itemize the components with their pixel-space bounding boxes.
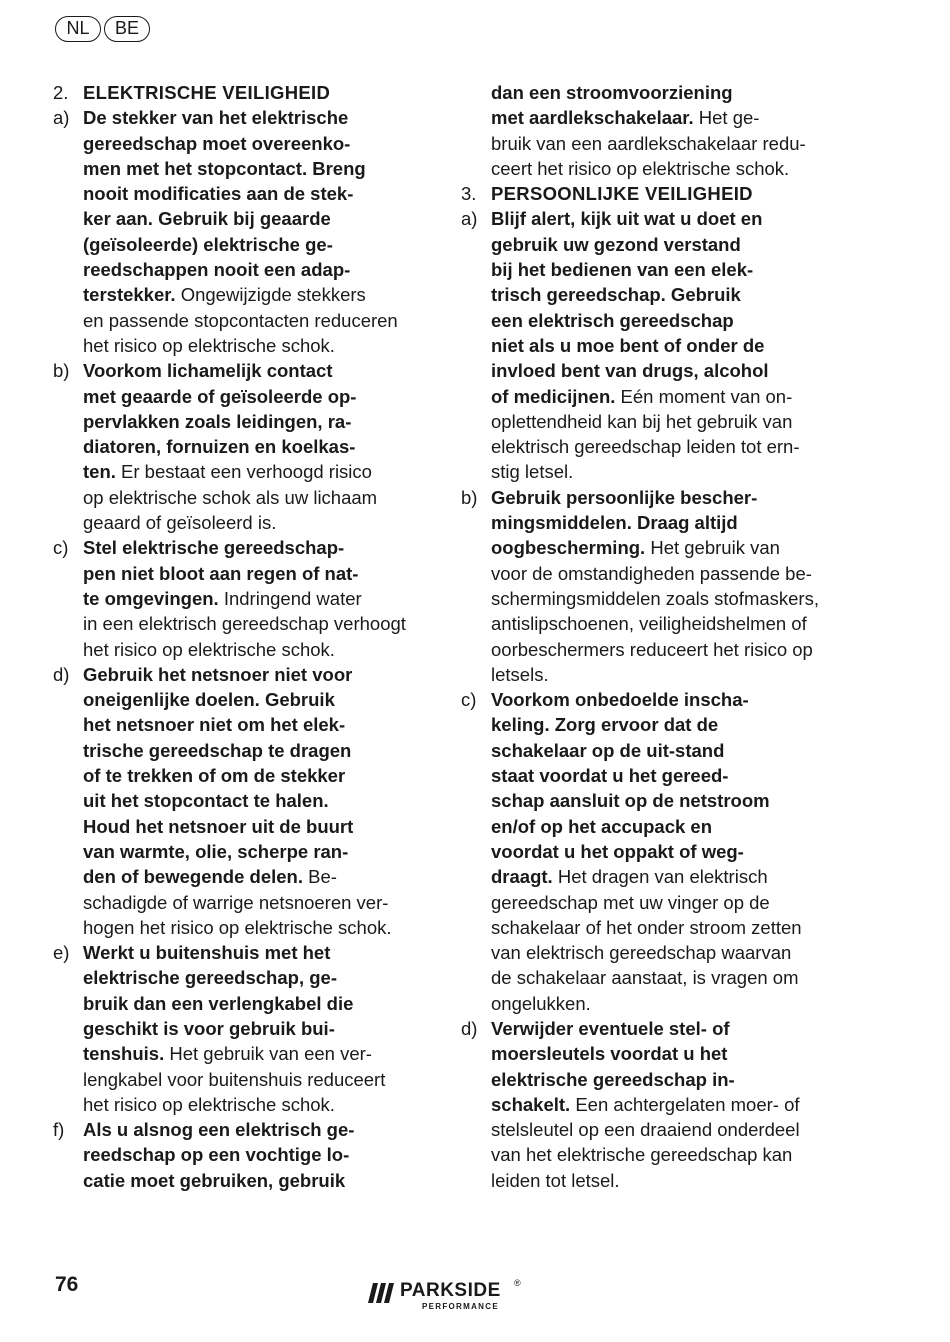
list-item: [53, 940, 428, 1117]
body-text: de schakelaar aanstaat, is vragen om: [491, 967, 799, 989]
bold-text: staat voordat u het gereed-: [491, 765, 729, 787]
body-text: van het elektrische gereedschap kan: [491, 1144, 793, 1166]
text-line: [83, 561, 428, 586]
list-item: [461, 485, 836, 687]
body-text: schakelaar of het onder stroom zetten: [491, 916, 802, 938]
list-marker: c): [461, 689, 477, 711]
bold-text: Voorkom onbedoelde inscha-: [491, 689, 749, 711]
bold-text: terstekker.: [83, 284, 176, 306]
bold-text: Blijf alert, kijk uit wat u doet en: [491, 208, 763, 230]
text-line: [491, 687, 836, 712]
logo-slashes-icon: [368, 1283, 394, 1303]
text-line: [83, 206, 428, 231]
text-line: [491, 788, 836, 813]
instruction-list: [461, 206, 836, 1193]
text-line: [491, 712, 836, 737]
bold-text: trisch gereedschap. Gebruik: [491, 284, 741, 306]
list-item: [461, 1016, 836, 1193]
list-marker: f): [53, 1119, 65, 1141]
text-line: [491, 1117, 836, 1142]
text-line: [491, 1067, 836, 1092]
bold-text: bij het bedienen van een elek-: [491, 259, 754, 281]
bold-text: Voorkom lichamelijk contact: [83, 360, 333, 382]
bold-text: elektrische gereedschap in-: [491, 1068, 735, 1090]
bold-text: draagt.: [491, 866, 553, 888]
logo-subtitle: PERFORMANCE: [422, 1302, 499, 1311]
text-line: [491, 586, 836, 611]
text-line: [83, 788, 428, 813]
bold-text: Houd het netsnoer uit de buurt: [83, 815, 354, 837]
list-item-text: [83, 358, 428, 535]
text-line: [491, 434, 836, 459]
text-line: [491, 156, 836, 181]
body-text: Eén moment van on-: [615, 385, 793, 407]
bold-text: bruik dan een verlengkabel die: [83, 992, 354, 1014]
text-line: [491, 1041, 836, 1066]
text-line: [83, 308, 428, 333]
body-text: Het dragen van elektrisch: [552, 866, 768, 888]
text-line: [491, 662, 836, 687]
text-line: [83, 384, 428, 409]
list-item-text: [83, 662, 428, 940]
text-line: [83, 991, 428, 1016]
list-marker: c): [53, 537, 69, 559]
list-item: [53, 1117, 428, 1193]
text-line: [491, 384, 836, 409]
body-text: Het ge-: [693, 107, 760, 129]
section-number: 3.: [461, 183, 477, 205]
body-text: leiden tot letsel.: [491, 1169, 620, 1191]
text-line: [491, 940, 836, 965]
bold-text: met aardlekschakelaar.: [491, 107, 694, 129]
body-text: lengkabel voor buitenshuis reduceert: [83, 1068, 386, 1090]
list-marker: a): [461, 208, 478, 230]
text-line: [83, 535, 428, 560]
body-text: in een elektrisch gereedschap verhoogt: [83, 613, 406, 635]
text-line: [491, 1016, 836, 1041]
bold-text: ten.: [83, 461, 116, 483]
text-line: [83, 510, 428, 535]
list-item: [461, 206, 836, 484]
bold-text: reedschappen nooit een adap-: [83, 259, 351, 281]
body-text: op elektrische schok als uw lichaam: [83, 486, 378, 508]
text-line: [83, 738, 428, 763]
left-column: [53, 80, 428, 1193]
text-line: [491, 814, 836, 839]
bold-text: mingsmiddelen. Draag altijd: [491, 512, 738, 534]
text-line: [83, 637, 428, 662]
bold-text: Gebruik het netsnoer niet voor: [83, 663, 353, 685]
text-line: [83, 611, 428, 636]
text-line: [491, 738, 836, 763]
list-item-text: [491, 1016, 836, 1193]
bold-text: Als u alsnog een elektrisch ge-: [83, 1119, 355, 1141]
text-line: [83, 965, 428, 990]
text-line: [491, 206, 836, 231]
body-text: schadigde of warrige netsnoeren ver-: [83, 891, 389, 913]
text-line: [83, 459, 428, 484]
text-line: [83, 890, 428, 915]
body-text: stig letsel.: [491, 461, 574, 483]
text-line: [83, 687, 428, 712]
bold-text: oneigenlijke doelen. Gebruik: [83, 689, 335, 711]
bold-text: schakelaar op de uit-stand: [491, 739, 725, 761]
bold-text: gereedschap moet overeenko-: [83, 132, 351, 154]
right-column: [461, 80, 836, 1193]
bold-text: Gebruik persoonlijke bescher-: [491, 486, 758, 508]
bold-text: een elektrisch gereedschap: [491, 309, 734, 331]
list-item-text: [491, 485, 836, 687]
language-badges: [55, 16, 150, 42]
body-text: Indringend water: [218, 587, 362, 609]
body-text: oplettendheid kan bij het gebruik van: [491, 410, 793, 432]
list-item-text: [83, 535, 428, 661]
text-line: [491, 333, 836, 358]
body-text: Het gebruik van: [645, 537, 780, 559]
body-text: van elektrisch gereedschap waarvan: [491, 942, 792, 964]
bold-text: niet als u moe bent of onder de: [491, 334, 765, 356]
list-item: [53, 662, 428, 940]
text-line: [491, 358, 836, 383]
text-line: [83, 814, 428, 839]
text-line: [83, 105, 428, 130]
text-line: [491, 915, 836, 940]
text-line: [83, 712, 428, 737]
body-text: elektrisch gereedschap leiden tot ern-: [491, 436, 800, 458]
text-line: [491, 535, 836, 560]
text-line: [83, 1117, 428, 1142]
body-text: gereedschap met uw vinger op de: [491, 891, 770, 913]
body-text: stelsleutel op een draaiend onderdeel: [491, 1119, 800, 1141]
text-line: [83, 485, 428, 510]
body-text: geaard of geïsoleerd is.: [83, 512, 277, 534]
bold-text: oogbescherming.: [491, 537, 646, 559]
body-text: Een achtergelaten moer- of: [570, 1093, 800, 1115]
continued-instruction: [491, 80, 836, 181]
list-item: [53, 535, 428, 661]
body-text: het risico op elektrische schok.: [83, 638, 335, 660]
bold-text: elektrische gereedschap, ge-: [83, 967, 337, 989]
text-line: [491, 1142, 836, 1167]
bold-text: den of bewegende delen.: [83, 866, 303, 888]
body-text: hogen het risico op elektrische schok.: [83, 916, 392, 938]
bold-text: tenshuis.: [83, 1043, 165, 1065]
parkside-logo: [368, 1278, 521, 1316]
body-text: Be-: [302, 866, 337, 888]
list-item: [461, 687, 836, 1016]
bold-text: Stel elektrische gereedschap-: [83, 537, 345, 559]
list-item: [53, 105, 428, 358]
bold-text: dan een stroomvoorziening: [491, 82, 733, 103]
bold-text: met geaarde of geïsoleerde op-: [83, 385, 357, 407]
list-item-text: [491, 687, 836, 1016]
text-line: [491, 611, 836, 636]
text-line: [83, 763, 428, 788]
logo-registered-mark: ®: [514, 1278, 521, 1288]
text-line: [491, 965, 836, 990]
text-line: [83, 1016, 428, 1041]
body-text: schermingsmiddelen zoals stofmaskers,: [491, 587, 819, 609]
bold-text: pervlakken zoals leidingen, ra-: [83, 410, 352, 432]
text-line: [491, 282, 836, 307]
body-text: Er bestaat een verhoogd risico: [115, 461, 372, 483]
text-line: [83, 586, 428, 611]
text-line: [83, 156, 428, 181]
text-line: [491, 105, 836, 130]
body-text: het risico op elektrische schok.: [83, 334, 335, 356]
body-text: ongelukken.: [491, 992, 591, 1014]
bold-text: uit het stopcontact te halen.: [83, 790, 329, 812]
body-text: antislipschoenen, veiligheidshelmen of: [491, 613, 807, 635]
bold-text: catie moet gebruiken, gebruik: [83, 1169, 346, 1191]
section-heading: [53, 80, 428, 105]
text-line: [491, 1168, 836, 1193]
bold-text: of medicijnen.: [491, 385, 616, 407]
list-marker: b): [461, 486, 478, 508]
bold-text: reedschap op een vochtige lo-: [83, 1144, 350, 1166]
list-item-text: [83, 1117, 428, 1193]
instruction-list: [53, 105, 428, 1193]
body-text: en passende stopcontacten reduceren: [83, 309, 398, 331]
list-marker: d): [461, 1017, 478, 1039]
text-line: [83, 1142, 428, 1167]
bold-text: Verwijder eventuele stel- of: [491, 1017, 730, 1039]
list-item-text: [83, 940, 428, 1117]
text-line: [491, 637, 836, 662]
text-line: [83, 839, 428, 864]
bold-text: trische gereedschap te dragen: [83, 739, 352, 761]
logo-brand: PARKSIDE: [400, 1280, 501, 1301]
bold-text: keling. Zorg ervoor dat de: [491, 714, 719, 736]
text-line: [83, 409, 428, 434]
text-line: [491, 459, 836, 484]
section-title: ELEKTRISCHE VEILIGHEID: [83, 82, 331, 103]
bold-text: schakelt.: [491, 1093, 571, 1115]
bold-text: invloed bent van drugs, alcohol: [491, 360, 769, 382]
list-item: [53, 358, 428, 535]
bold-text: en/of op het accupack en: [491, 815, 713, 837]
bold-text: te omgevingen.: [83, 587, 219, 609]
text-line: [83, 282, 428, 307]
text-line: [83, 1067, 428, 1092]
body-text: Ongewijzigde stekkers: [175, 284, 366, 306]
bold-text: geschikt is voor gebruik bui-: [83, 1017, 335, 1039]
text-line: [83, 257, 428, 282]
bold-text: schap aansluit op de netstroom: [491, 790, 770, 812]
text-line: [83, 915, 428, 940]
bold-text: van warmte, olie, scherpe ran-: [83, 840, 349, 862]
text-line: [83, 864, 428, 889]
bold-text: men met het stopcontact. Breng: [83, 157, 366, 179]
text-line: [491, 839, 836, 864]
bold-text: pen niet bloot aan regen of nat-: [83, 562, 359, 584]
text-line: [491, 409, 836, 434]
text-line: [491, 308, 836, 333]
text-line: [83, 1041, 428, 1066]
list-item-text: [491, 206, 836, 484]
text-line: [491, 485, 836, 510]
list-marker: a): [53, 107, 70, 129]
text-line: [491, 864, 836, 889]
bold-text: of te trekken of om de stekker: [83, 765, 346, 787]
bold-text: het netsnoer niet om het elek-: [83, 714, 346, 736]
text-line: [491, 763, 836, 788]
text-line: [491, 510, 836, 535]
text-line: [83, 434, 428, 459]
text-line: [83, 333, 428, 358]
bold-text: moersleutels voordat u het: [491, 1043, 728, 1065]
body-text: letsels.: [491, 663, 549, 685]
list-marker: e): [53, 942, 70, 964]
body-text: Het gebruik van een ver-: [164, 1043, 372, 1065]
text-line: [83, 1168, 428, 1193]
section-number: 2.: [53, 82, 69, 103]
text-line: [491, 1092, 836, 1117]
body-text: ceert het risico op elektrische schok.: [491, 157, 790, 179]
text-line: [83, 940, 428, 965]
text-line: [491, 991, 836, 1016]
section-heading: [461, 181, 836, 206]
bold-text: diatoren, fornuizen en koelkas-: [83, 436, 356, 458]
language-badge-be: BE: [104, 16, 150, 42]
bold-text: gebruik uw gezond verstand: [491, 233, 741, 255]
text-line: [491, 257, 836, 282]
text-line: [83, 662, 428, 687]
list-marker: b): [53, 360, 70, 382]
bold-text: (geïsoleerde) elektrische ge-: [83, 233, 333, 255]
body-text: voor de omstandigheden passende be-: [491, 562, 812, 584]
list-marker: d): [53, 663, 70, 685]
list-item-text: [83, 105, 428, 358]
bold-text: nooit modificaties aan de stek-: [83, 183, 354, 205]
body-text: het risico op elektrische schok.: [83, 1093, 335, 1115]
text-line: [83, 1092, 428, 1117]
text-line: [491, 232, 836, 257]
body-text: oorbeschermers reduceert het risico op: [491, 638, 813, 660]
text-line: [83, 358, 428, 383]
bold-text: Werkt u buitenshuis met het: [83, 942, 331, 964]
text-line: [491, 131, 836, 156]
text-line: [491, 890, 836, 915]
page-number: 76: [55, 1273, 79, 1296]
bold-text: voordat u het oppakt of weg-: [491, 840, 744, 862]
body-text: bruik van een aardlekschakelaar redu-: [491, 132, 806, 154]
bold-text: ker aan. Gebruik bij geaarde: [83, 208, 331, 230]
text-line: [83, 232, 428, 257]
text-line: [83, 181, 428, 206]
language-badge-nl: NL: [55, 16, 101, 42]
text-line: [491, 80, 836, 105]
text-line: [83, 131, 428, 156]
text-line: [491, 561, 836, 586]
bold-text: De stekker van het elektrische: [83, 107, 349, 129]
section-title: PERSOONLIJKE VEILIGHEID: [491, 183, 753, 205]
